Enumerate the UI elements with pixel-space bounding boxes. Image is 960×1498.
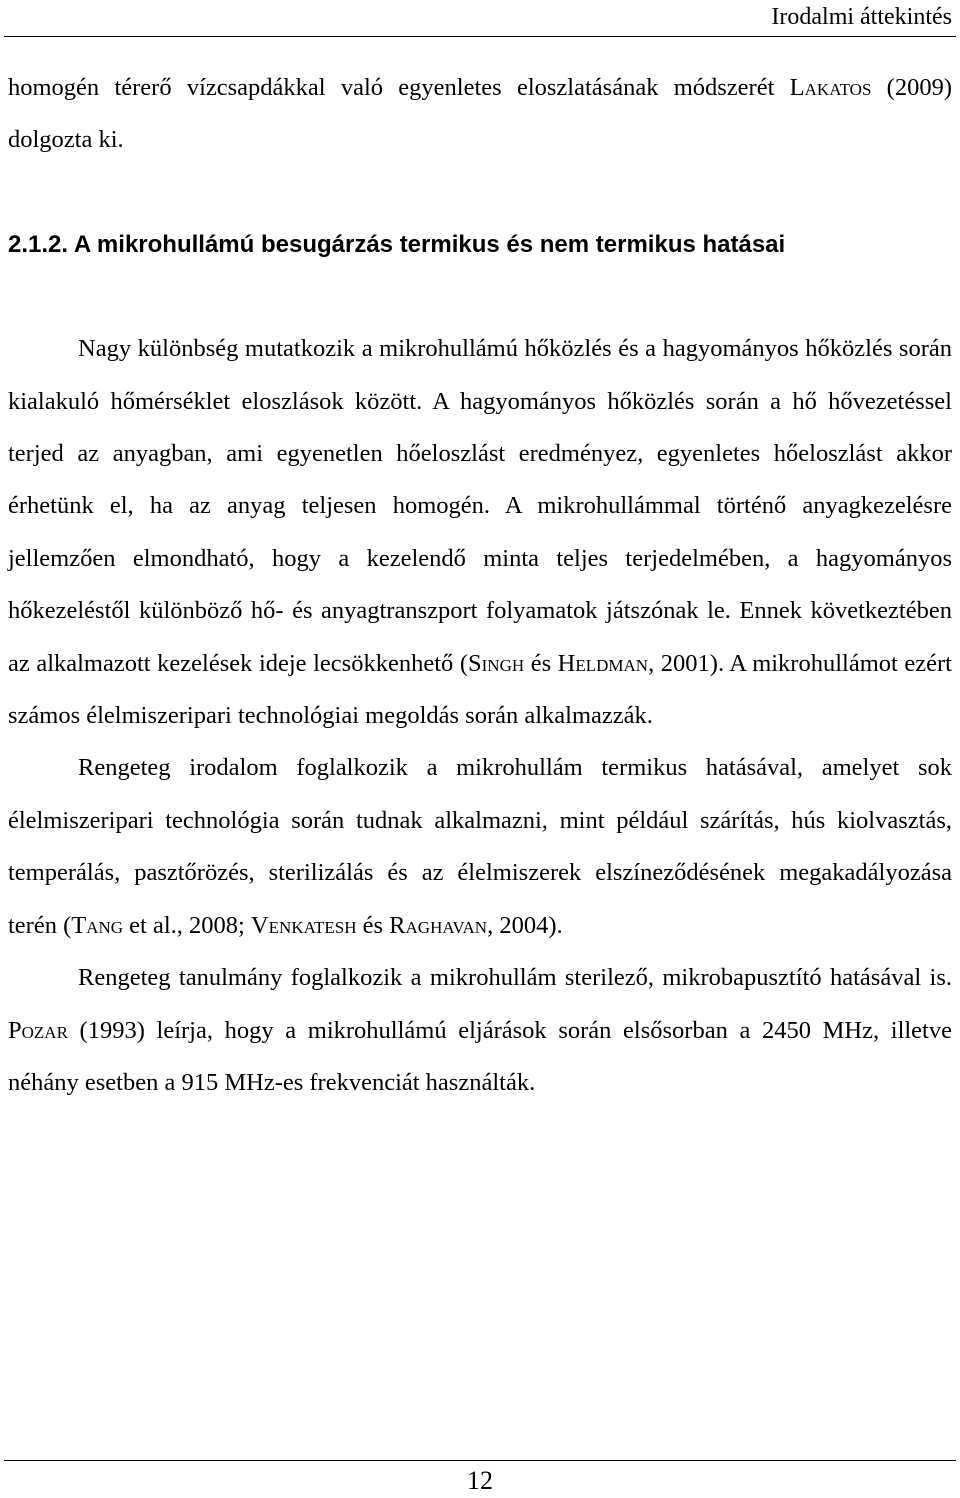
p2-text-2: et al., 2008; — [123, 911, 251, 939]
header-divider — [4, 36, 956, 37]
intro-text-1: homogén térerő vízcsapdákkal való egyenletes eloszlatásának módszerét — [8, 74, 790, 101]
p1-text-3: , 2001). A mikrohullámot ezért számos élelmiszeripari technológiai megoldás során alkalmazzák. — [8, 649, 952, 730]
page-body — [8, 62, 952, 1109]
p2-text-3: és — [356, 911, 390, 939]
spacer — [8, 167, 952, 219]
author-venkatesh: Venkatesh — [250, 911, 357, 939]
section-heading: 2.1.2. A mikrohullámú besugárzás termikus és nem termikus hatásai — [8, 230, 786, 258]
p2-text-1: Rengeteg irodalom foglalkozik a mikrohullám termikus hatásával, amelyet sok élelmiszeripari technológia során tudnak alkalmazni, mint például szárítás, hús kiolvasztás, temperálás, pasztőrözés, sterilizálás és az élelmiszerek elszíneződésének megakadályozása terén ( — [8, 754, 952, 939]
paragraph-2 — [8, 742, 952, 952]
page-number: 12 — [467, 1466, 493, 1495]
author-raghavan: Raghavan — [389, 911, 488, 939]
p3-text-2: (1993) leírja, hogy a mikrohullámú eljárások során elsősorban a 2450 MHz, illetve néhány esetben a 915 MHz-es frekvenciát használták. — [8, 1016, 952, 1096]
intro-paragraph — [8, 62, 952, 167]
footer-divider — [4, 1460, 956, 1461]
intro-text-2: (2009) dolgozta ki. — [8, 74, 952, 154]
p2-text-4: , 2004). — [487, 911, 563, 939]
author-heldman: Heldman — [557, 649, 649, 677]
paragraph-3 — [8, 952, 952, 1109]
spacer — [8, 271, 952, 323]
author-lakatos: Lakatos — [789, 74, 872, 101]
p1-text-1: Nagy különbség mutatkozik a mikrohullámú hőközlés és a hagyományos hőközlés során kialakuló hőmérséklet eloszlások között. A hagyományos hőközlés során a hő hővezetéssel terjed az anyagban, ami egyenetlen hőeloszlást eredményez, egyenletes hőeloszlást akkor érhetünk el, ha az anyag teljesen homogén. A mikrohullámmal történő anyagkezelésre jellemzően elmondható, hogy a kezelendő minta teljes terjedelmében, a hagyományos hőkezeléstől különböző hő- és anyagtranszport folyamatok játszónak le. Ennek következtében az alkalmazott kezelések ideje lecsökkenhető ( — [8, 335, 952, 677]
p3-text-1: Rengeteg tanulmány foglalkozik a mikrohullám sterilező, mikrobapusztító hatásával is. — [78, 964, 952, 992]
running-header: Irodalmi áttekintés — [771, 4, 952, 30]
author-pozar: Pozar — [8, 1016, 68, 1044]
p1-text-2: és — [524, 649, 558, 677]
paragraph-1 — [8, 323, 952, 742]
author-singh: Singh — [468, 649, 525, 677]
author-tang: Tang — [71, 911, 124, 939]
